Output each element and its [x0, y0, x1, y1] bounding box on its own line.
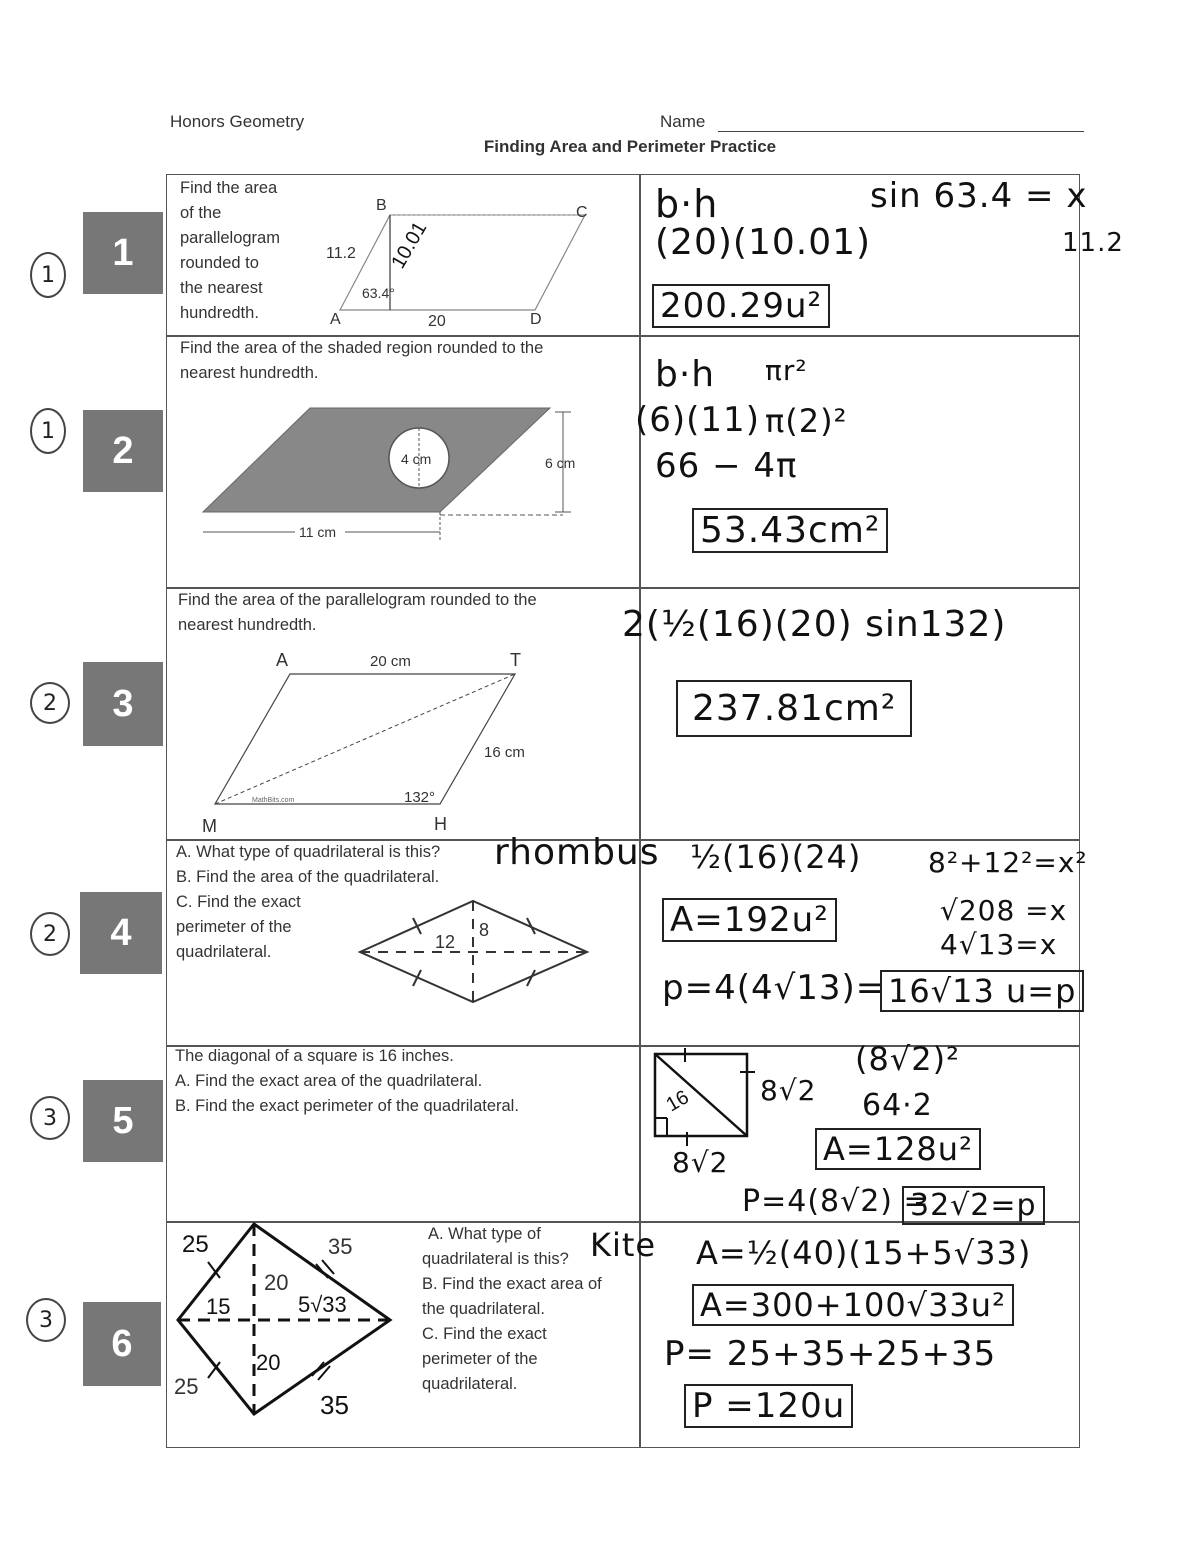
side-label: 11.2 [326, 245, 356, 262]
written-35: 35 [320, 1390, 349, 1418]
p1-answer: 200.29u² [652, 284, 830, 328]
base-label: 11 cm [299, 524, 337, 540]
problem-1-figure [310, 190, 610, 335]
p6-type-answer: Kite [590, 1226, 657, 1264]
p2-answer: 53.43cm² [692, 508, 888, 553]
written-20: 20 [256, 1350, 281, 1375]
score-circle-4: 2 [30, 912, 70, 956]
p6-line1: A=½(40)(15+5√33) [696, 1234, 1032, 1272]
written-5r33: 5√33 [298, 1292, 347, 1317]
written-25: 25 [182, 1231, 209, 1258]
p2-formula-1: b·h [655, 354, 716, 395]
p2-sub-1: (6)(11) [635, 400, 760, 440]
angle-label: 63.4° [362, 285, 395, 301]
p2-line3: 66 − 4π [655, 446, 798, 486]
p2-formula-2: πr² [765, 354, 808, 387]
p4-line1: ½(16)(24) [690, 838, 862, 876]
p2-sub-2: π(2)² [765, 402, 848, 440]
p1-substitution: (20)(10.01) [655, 222, 872, 263]
vertex-t: T [510, 650, 521, 670]
angle-label: 132° [404, 789, 436, 806]
vertex-m: M [202, 816, 217, 836]
vertical-top-label: 20 [264, 1270, 289, 1295]
p4-area: A=192u² [662, 898, 837, 942]
name-label: Name [660, 112, 706, 131]
height-written: 10.01 [387, 218, 432, 273]
p4-perim-answer: 16√13 u=p [880, 970, 1084, 1012]
page-title: Finding Area and Perimeter Practice [483, 137, 777, 156]
left-bottom-label: 25 [174, 1374, 199, 1399]
problem-1-prompt: Find the area of the parallelogram rounded to the nearest hundredth. [180, 179, 280, 322]
p5-side-b: 8√2 [672, 1146, 729, 1179]
vertex-a: A [276, 650, 289, 670]
p6-area: A=300+100√33u² [692, 1284, 1014, 1326]
p5-square: (8√2)² [855, 1040, 960, 1078]
p5-product: 64·2 [862, 1088, 933, 1123]
p3-line1: 2(½(16)(20) sin132) [622, 604, 1007, 645]
score-circle-5: 3 [30, 1096, 70, 1140]
vertex-h: H [434, 814, 447, 834]
vertex-a: A [330, 311, 341, 328]
side-label: 16 cm [484, 744, 525, 761]
p5-area: A=128u² [815, 1128, 981, 1170]
p6-perim: P= 25+35+25+35 [664, 1334, 997, 1374]
top-right-label: 35 [328, 1234, 353, 1259]
circle-label: 4 cm [401, 451, 432, 467]
problem-number-5: 5 [83, 1080, 163, 1162]
problem-3-prompt: Find the area of the parallelogram rounded to the nearest hundredth. [178, 591, 537, 634]
problem-5-prompt: The diagonal of a square is 16 inches. A. Find the exact area of the quadrilateral. B. Find the exact perimeter of the quadrilateral. [175, 1047, 519, 1115]
half-diag-label: 12 [435, 932, 456, 952]
half-diag2-label: 8 [479, 920, 490, 940]
problem-number-3: 3 [83, 662, 163, 746]
problem-6-figure [170, 1218, 410, 1418]
score-circle-3: 2 [30, 682, 70, 724]
p4-pyth-2: √208 =x [940, 894, 1068, 927]
problem-number-1: 1 [83, 212, 163, 294]
course-label: Honors Geometry [170, 112, 305, 131]
p5-perim-answer: 32√2=p [902, 1186, 1045, 1225]
vertex-d: D [530, 311, 542, 328]
problem-4-figure [355, 896, 595, 1008]
problem-5-figure [645, 1048, 765, 1148]
score-circle-1: 1 [30, 252, 66, 298]
p5-perim: P=4(8√2) = [742, 1184, 930, 1219]
p6-perim-answer: P =120u [684, 1384, 853, 1428]
vertex-b: B [376, 197, 387, 214]
name-line [718, 131, 1084, 132]
top-label: 20 cm [370, 653, 411, 670]
written-15: 15 [206, 1294, 231, 1319]
base-label: 20 [428, 313, 446, 330]
problem-6-prompt: A. What type of quadrilateral is this? B. Find the exact area of the quadrilateral. C. Find the exact perimeter of the quadrilateral. [422, 1225, 602, 1393]
p1-note-top: sin 63.4 = x [870, 176, 1088, 216]
problem-3-figure [190, 644, 540, 839]
p1-note-bottom: 11.2 [1062, 228, 1124, 258]
p4-pyth-3: 4√13=x [940, 928, 1058, 961]
height-label: 6 cm [545, 455, 576, 471]
p1-formula: b·h [655, 182, 719, 226]
problem-2-prompt: Find the area of the shaded region rounded to the nearest hundredth. [180, 339, 544, 382]
problem-number-6: 6 [83, 1302, 161, 1386]
problem-number-2: 2 [83, 410, 163, 492]
watermark: MathBits.com [252, 797, 295, 804]
diagonal-written: 16 [662, 1086, 693, 1117]
problem-4-prompt: A. What type of quadrilateral is this? B. Find the area of the quadrilateral. C. Find the exact perimeter of the quadrilateral. [176, 843, 441, 961]
p4-pyth-1: 8²+12²=x² [928, 846, 1088, 879]
problem-number-4: 4 [80, 892, 162, 974]
problem-2-figure [195, 400, 595, 550]
p5-side-a: 8√2 [760, 1074, 817, 1107]
p4-type-answer: rhombus [494, 832, 660, 873]
score-circle-2: 1 [30, 408, 66, 454]
score-circle-6: 3 [26, 1298, 66, 1342]
p4-perim: p=4(4√13)= [662, 968, 886, 1008]
p3-answer: 237.81cm² [676, 680, 912, 737]
vertex-c: C [576, 204, 588, 221]
